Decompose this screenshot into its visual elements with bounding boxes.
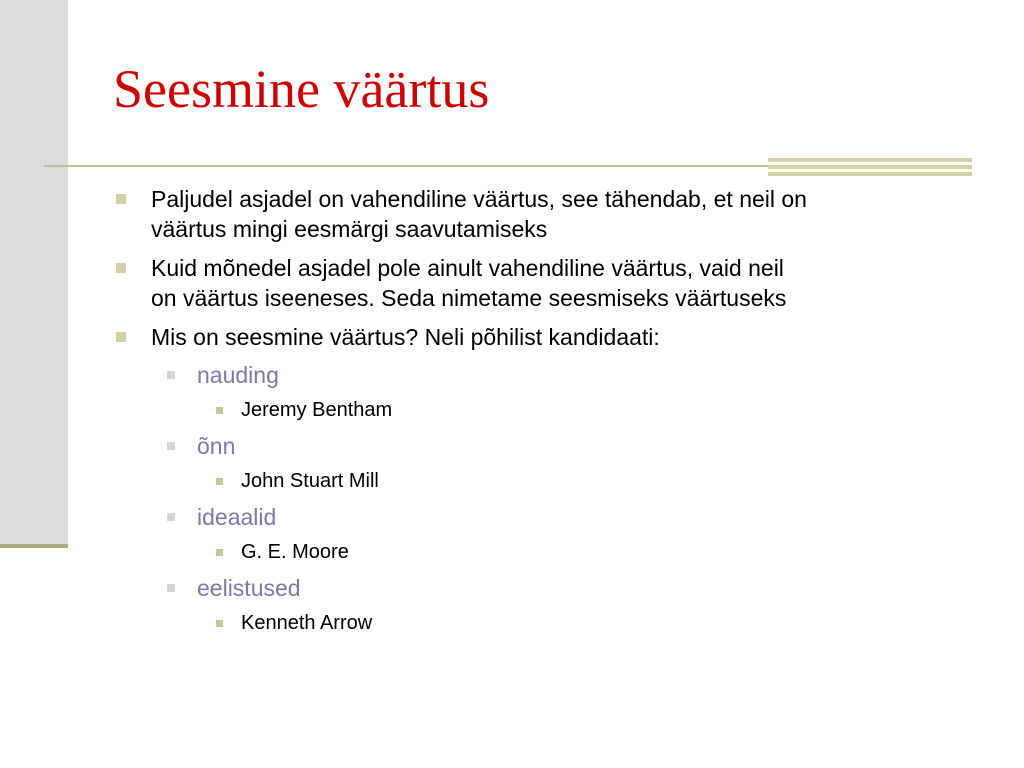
square-bullet-icon — [167, 584, 175, 592]
candidate-name: eelistused — [197, 575, 301, 601]
person-name: Kenneth Arrow — [241, 612, 373, 634]
square-bullet-icon — [216, 620, 223, 627]
bullet-text: Mis on seesmine väärtus? Neli põhilist kandidaati: — [151, 324, 660, 350]
bullet-text-line: Kuid mõnedel asjadel pole ainult vahendiline väärtus, vaid neil — [151, 255, 784, 281]
bullet-text-line: on väärtus iseeneses. Seda nimetame seesmiseks väärtuseks — [151, 285, 787, 311]
square-bullet-icon — [167, 442, 175, 450]
bullet-text-line: väärtus mingi eesmärgi saavutamiseks — [151, 216, 548, 242]
candidate-name: õnn — [197, 433, 236, 459]
candidate-name: ideaalid — [197, 504, 277, 530]
square-bullet-icon — [167, 513, 175, 521]
square-bullet-icon — [116, 263, 126, 273]
square-bullet-icon — [216, 407, 223, 414]
square-bullet-icon — [167, 371, 175, 379]
square-bullet-icon — [216, 549, 223, 556]
bullet-text-line: Paljudel asjadel on vahendiline väärtus, see tähendab, et neil on — [151, 186, 807, 212]
candidate-name: nauding — [197, 362, 279, 388]
slide-title: Seesmine väärtus — [113, 59, 490, 119]
person-name: John Stuart Mill — [241, 470, 379, 492]
square-bullet-icon — [116, 332, 126, 342]
square-bullet-icon — [116, 194, 126, 204]
person-name: G. E. Moore — [241, 541, 349, 563]
square-bullet-icon — [216, 478, 223, 485]
person-name: Jeremy Bentham — [241, 399, 393, 421]
